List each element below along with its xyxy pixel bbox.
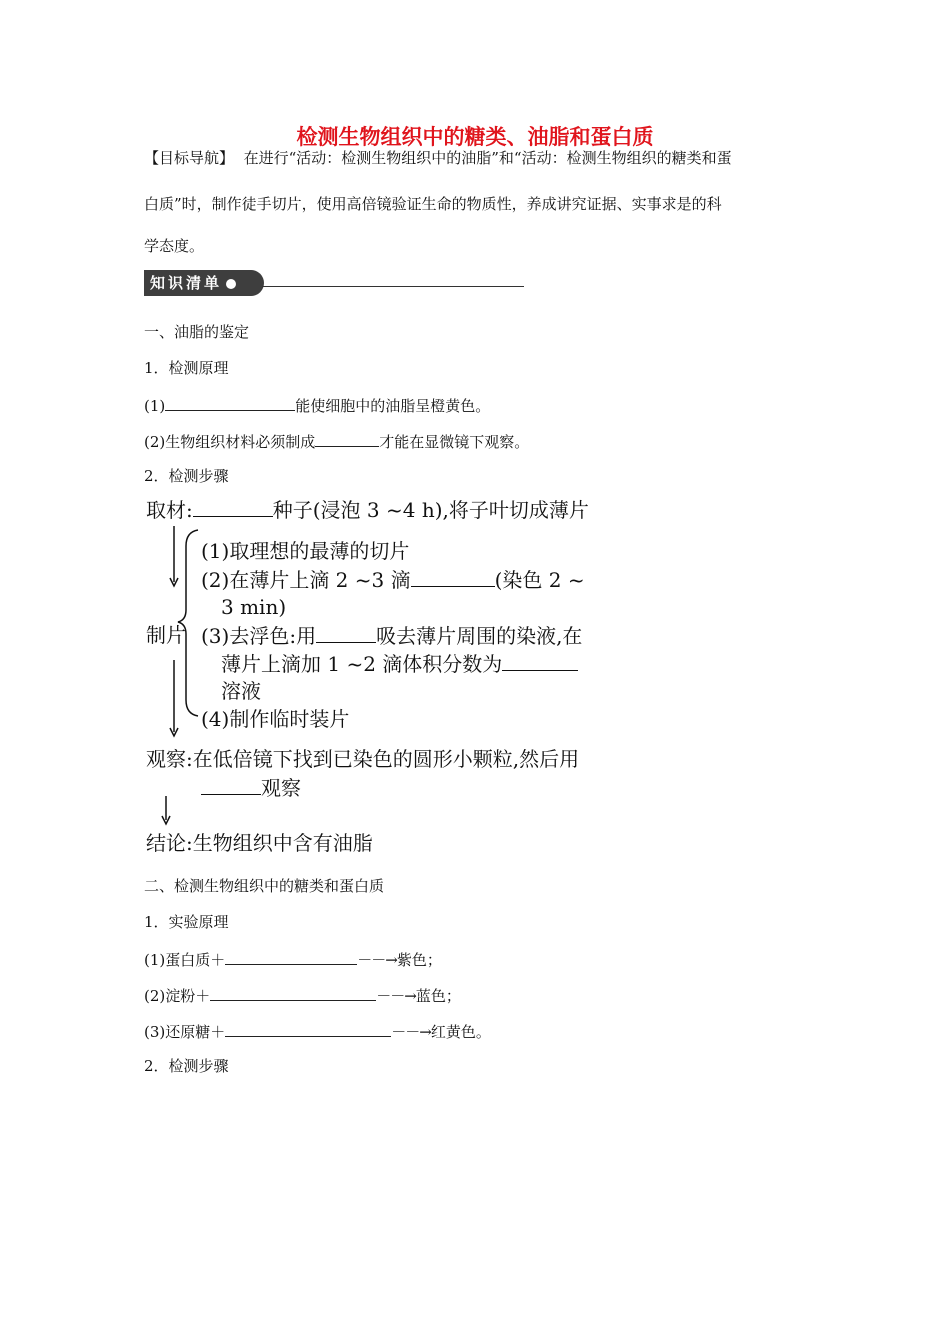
prep-step-3-line2 (221, 650, 578, 677)
prep-2-suffix: (染色 2 ~ (494, 568, 585, 592)
section2-heading: 二、检测生物组织中的糖类和蛋白质 (144, 877, 385, 895)
reaction-3-prefix: (3)还原糖＋ (144, 1023, 226, 1041)
blank-1[interactable] (165, 394, 295, 411)
blank-highpower[interactable] (201, 774, 261, 795)
bullet-dot-icon (226, 279, 236, 289)
material-label: 取材: (146, 498, 193, 522)
section1-steps-title: 2．检测步骤 (144, 467, 229, 485)
blank-reagent-2[interactable] (210, 984, 376, 1001)
prep-step-4: (4)制作临时装片 (201, 707, 350, 731)
principle-2-suffix: 才能在显微镜下观察。 (379, 433, 530, 451)
flow-observe: 观察:在低倍镜下找到已染色的圆形小颗粒,然后用 (146, 747, 580, 771)
section1-heading: 一、油脂的鉴定 (144, 323, 250, 341)
prep-step-2-cont: 3 min) (221, 595, 287, 619)
reaction-3-suffix: 红黄色。 (430, 1023, 491, 1041)
principle-2-prefix: (2)生物组织材料必须制成 (144, 433, 316, 451)
blank-stain[interactable] (411, 566, 495, 587)
prep-2-prefix: (2)在薄片上滴 2 ~3 滴 (201, 568, 411, 592)
blank-reagent-3[interactable] (225, 1020, 391, 1037)
prep-3-prefix: (3)去浮色:用 (201, 624, 317, 648)
principle-line-2 (144, 430, 529, 452)
section2-steps-title: 2．检测步骤 (144, 1057, 229, 1075)
reaction-arrow-icon: －－→ (357, 951, 397, 969)
banner-label: 知识清单 (150, 274, 223, 292)
prep-step-3 (201, 622, 582, 649)
goal-label: 【目标导航】 (144, 149, 235, 167)
principle-line-1 (144, 394, 490, 416)
reaction-2-prefix: (2)淀粉＋ (144, 987, 211, 1005)
reaction-2-suffix: 蓝色； (415, 987, 461, 1005)
reaction-arrow-icon: －－→ (391, 1023, 431, 1041)
observe-suffix: 观察 (261, 776, 301, 800)
blank-2[interactable] (315, 430, 379, 447)
material-text: 种子(浸泡 3 ~4 h),将子叶切成薄片 (272, 498, 589, 522)
reaction-1-prefix: (1)蛋白质＋ (144, 951, 226, 969)
reaction-1-suffix: 紫色； (396, 951, 442, 969)
flow-observe-cont (201, 774, 301, 801)
prep-step-2 (201, 566, 585, 593)
reaction-2 (144, 984, 461, 1006)
flow-conclusion: 结论:生物组织中含有油脂 (146, 831, 373, 855)
blank-paper[interactable] (316, 622, 376, 643)
prep-3-suffix: 吸去薄片周围的染液,在 (376, 624, 583, 648)
principle-1-prefix: (1) (144, 397, 166, 415)
reaction-1 (144, 948, 442, 970)
goal-line-2: 白质”时，制作徒手切片，使用高倍镜验证生命的物质性，养成讲究证据、实事求是的科 (144, 195, 722, 213)
reaction-3 (144, 1020, 491, 1042)
prep-step-1: (1)取理想的最薄的切片 (201, 539, 410, 563)
section1-principle-title: 1．检测原理 (144, 359, 229, 377)
prep-step-3-line3: 溶液 (221, 679, 261, 703)
goal-line-3: 学态度。 (144, 237, 205, 255)
goal-line-1 (144, 148, 732, 168)
banner-rule (262, 286, 524, 287)
knowledge-banner (144, 270, 264, 296)
flow-material (146, 496, 589, 523)
prep-label: 制片 (146, 623, 186, 647)
section2-principle-title: 1．实验原理 (144, 913, 229, 931)
blank-ethanol[interactable] (502, 650, 578, 671)
reaction-arrow-icon: －－→ (376, 987, 416, 1005)
page-title: 检测生物组织中的糖类、油脂和蛋白质 (296, 125, 654, 149)
principle-1-suffix: 能使细胞中的油脂呈橙黄色。 (295, 397, 491, 415)
goal-text-1: 在进行“活动：检测生物组织中的油脂”和“活动：检测生物组织的糖类和蛋 (243, 149, 732, 167)
blank-reagent-1[interactable] (225, 948, 357, 965)
blank-seed[interactable] (193, 496, 273, 517)
prep-3-line2-text: 薄片上滴加 1 ~2 滴体积分数为 (221, 652, 503, 676)
flow-connectors (140, 520, 210, 832)
